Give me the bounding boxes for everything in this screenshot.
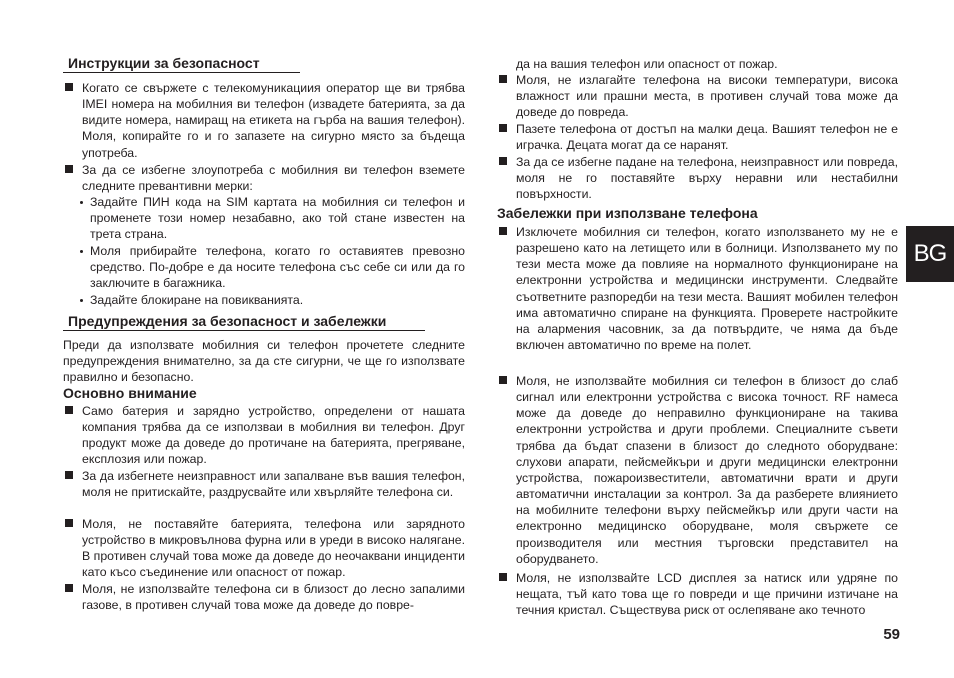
list-item: Само батерия и зарядно устройство, определени от нашата компания трябва да се използваи в мобилния ви телефон. Друг продукт може да доведе до протичане на батерията, прегряване, експлозия или пожар. (63, 403, 465, 468)
list-item: Моля, не използвайте LCD дисплея за натиск или удряне по нещата, тъй като това ще го повреди и ще причини изтичане на течния кристал. Съществува риск от ослепяване ако течното (497, 570, 898, 618)
square-bullet-icon (499, 227, 507, 235)
heading-general-caution: Основно внимание (63, 385, 197, 401)
heading-usage-notes: Забележки при използване телефона (497, 205, 758, 221)
square-bullet-icon (65, 519, 73, 527)
square-bullet-icon (499, 573, 507, 581)
dot-bullet-icon (80, 299, 83, 302)
list-item: За да избегнете неизправност или запалване във вашия телефон, моля не притискайте, раздрусвайте или хвърляйте телефона си. (63, 468, 465, 500)
square-bullet-icon (499, 75, 507, 83)
square-bullet-icon (65, 406, 73, 414)
square-bullet-icon (65, 584, 73, 592)
list-item: Когато се свържете с телекомуникациия оператор ще ви трябва IMEI номера на мобилния ви телефон (извадете батерията, за да видите номера, намиращ на етикета на гърба на вашия телефон). Моля, копирайте го и го запазете на сигурно място за бъдеща употреба. (63, 80, 465, 161)
square-bullet-icon (65, 165, 73, 173)
square-bullet-icon (499, 124, 507, 132)
continuation-text: да на вашия телефон или опасност от пожар. (516, 57, 778, 71)
list-item: Пазете телефона от достъп на малки деца. Вашият телефон не е играчка. Децата могат да се наранят. (497, 121, 898, 153)
square-bullet-icon (65, 83, 73, 91)
list-item: За да се избегне падане на телефона, неизправност или повреда, моля не го поставяйте върху неравни или нестабилни повърхности. (497, 154, 898, 202)
dot-bullet-icon (80, 250, 83, 253)
page-number: 59 (883, 626, 900, 643)
heading-safety-warnings: Предупреждения за безопасност и забележки (63, 313, 425, 331)
square-bullet-icon (499, 376, 507, 384)
dot-bullet-icon (80, 201, 83, 204)
square-bullet-icon (65, 471, 73, 479)
language-tab: BG (906, 226, 954, 282)
sub-list-item: Моля прибирайте телефона, когато го оставиятев превозно средство. По-добре е да носите телефона със себе си или да го заключите в багажника. (78, 243, 465, 291)
list-item: Моля, не използвайте мобилния си телефон в близост до слаб сигнал или електронни устройства с висока точност. RF намеса може да доведе до неправилно функциониране на такива електронни устройства и други проблеми. Специалните съвети трябва да бъдат спазени в близост до следното оборудване: слухови апарати, пейсмейкъри и други медицински електронни устройства, пожароизвестители, автоматични врати и други автоматични инсталации за контрол. За да разберете влиянието на мобилните телефони върху пейсмейкър или други части на електронно медицинско оборудване, моля свържете се производителя или местния търговски представител на оборудването. (497, 373, 898, 567)
list-item: Моля, не използвайте телефона си в близост до лесно запалими газове, в противен случай това може да доведе до повре- (63, 581, 465, 613)
sub-list-item: Задайте ПИН кода на SIM картата на мобилния си телефон и променете този номер незабавно, ако той стане известен на трета страна. (78, 194, 465, 242)
list-item: Изключете мобилния си телефон, когато използването му не е разрешено като на летището или в болници. Използването му по тези места може да повлияе на нормалното функциониране на електронни устройства и медицински инструменти. Следвайте съответните разпоредби на тези места. Вашият мобилен телефон има автоматично спиране на функцията. Проверете настройките на алармения часовник, за да потвърдите, че няма да бъде включен автоматично по време на полет. (497, 224, 898, 353)
list-item: За да се избегне злоупотреба с мобилния ви телефон вземете следните превантивни мерки: (63, 162, 465, 194)
sub-list-item: Задайте блокиране на повикванията. (78, 292, 465, 308)
list-item: Моля, не излагайте телефона на високи температури, висока влажност или прашни места, в противен случай това може да доведе до повреда. (497, 72, 898, 120)
square-bullet-icon (499, 157, 507, 165)
warnings-intro-paragraph: Преди да използвате мобилния си телефон прочетете следните предупреждения внимателно, за да сте сигурни, че ще го използвате правилно и безопасно. (63, 338, 465, 385)
heading-safety-instructions: Инструкции за безопасност (63, 55, 300, 73)
list-item: Моля, не поставяйте батерията, телефона или зарядното устройство в микровълнова фурна или в уреди в високо налягане. В противен случай това може да доведе до неочаквани инциденти като късо съединение или опасност от пожар. (63, 516, 465, 581)
